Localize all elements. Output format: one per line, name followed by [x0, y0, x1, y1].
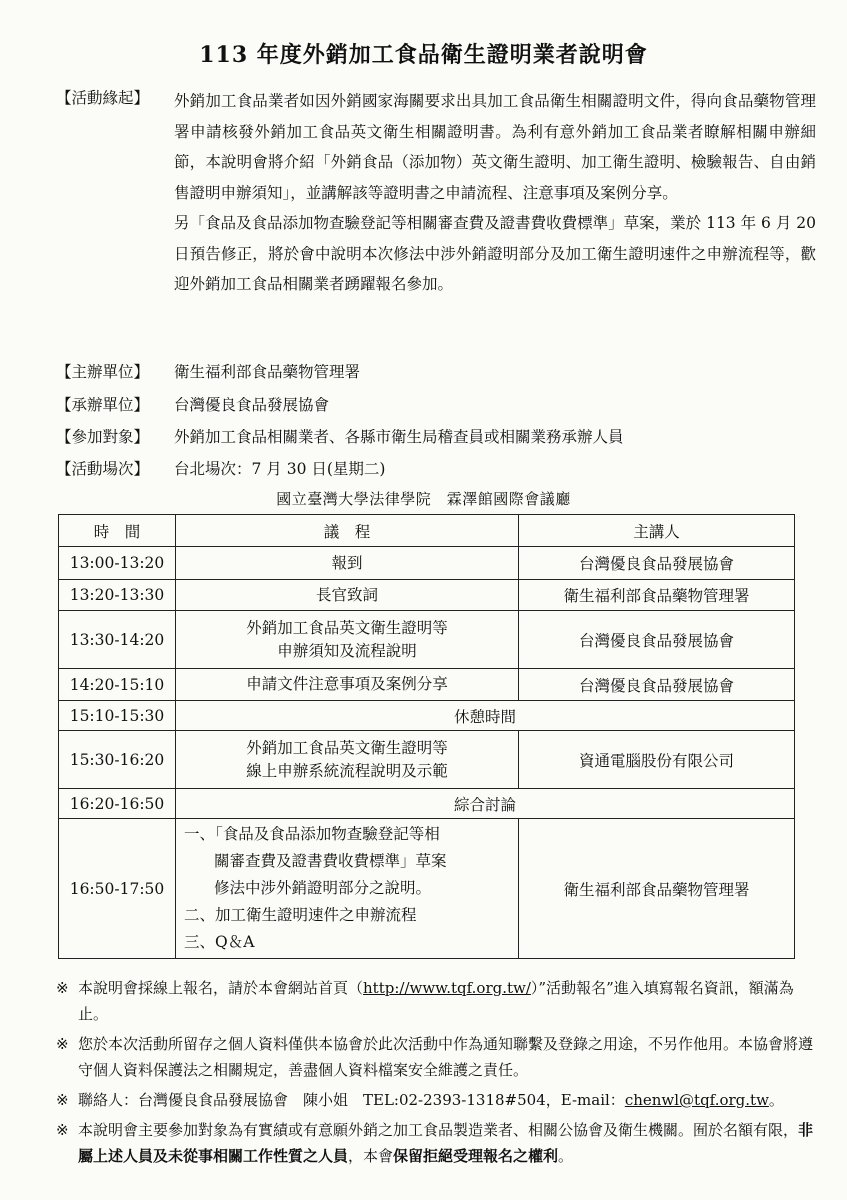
audience-row	[56, 422, 816, 453]
row-discussion: 綜合討論	[176, 789, 795, 819]
table-row	[59, 731, 795, 789]
table-header-row	[59, 515, 795, 547]
header-time: 時 間	[59, 515, 176, 547]
origin-section	[56, 86, 816, 300]
note-mark: ※	[56, 979, 69, 997]
note-text: 您於本次活動所留存之個人資料僅供本協會於此次活動中作為通知聯繫及登錄之用途，不另作他用。本協會將遵守個人資料保護法之相關規定，善盡個人資料檔案安全維護之責任。	[78, 1035, 814, 1079]
venue-name: 國立臺灣大學法律學院 霖澤館國際會議廳	[276, 490, 571, 508]
origin-paragraph-1: 外銷加工食品業者如因外銷國家海關要求出具加工食品衛生相關證明文件，得向食品藥物管理署申請核發外銷加工食品英文衛生相關證明書。為利有意外銷加工食品業者瞭解相關申辦細節，本說明會將介紹「外銷食品（添加物）英文衛生證明、加工衛生證明、檢驗報告、自由銷售證明申辦須知」，並講解該等證明書之申請流程、注意事項及案例分享。	[174, 92, 816, 202]
row-speaker: 台灣優良食品發展協會	[519, 547, 795, 580]
note-text: 聯絡人：台灣優良食品發展協會 陳小姐 TEL:02-2393-1318#504，E-mail：	[78, 1091, 625, 1109]
note-text: ）”活動報名”進入填寫報名資訊，額滿為止。	[78, 979, 794, 1023]
schedule-table	[58, 514, 795, 959]
note-mark: ※	[56, 1091, 69, 1109]
row-time: 13:20-13:30	[59, 580, 176, 611]
notes-section	[56, 975, 816, 1173]
origin-label: 【活動緣起】	[56, 89, 150, 107]
email-link[interactable]: chenwl@tqf.org.tw	[624, 1091, 769, 1109]
row-agenda: 報到	[176, 547, 519, 580]
row-time: 15:10-15:30	[59, 701, 176, 731]
organizer-row	[56, 357, 816, 388]
contractor-value: 台灣優良食品發展協會	[174, 396, 330, 414]
row-time: 16:50-17:50	[59, 819, 176, 959]
row-time: 13:00-13:20	[59, 547, 176, 580]
row-speaker: 資通電腦股份有限公司	[519, 731, 795, 789]
agenda-line: 三、Q＆A	[184, 933, 255, 951]
row-time: 15:30-16:20	[59, 731, 176, 789]
note-text: 本說明會採線上報名，請於本會網站首頁（	[78, 979, 364, 997]
row-agenda: 長官致詞	[176, 580, 519, 611]
note-privacy	[56, 1031, 816, 1083]
table-row	[59, 669, 795, 701]
row-time: 14:20-15:10	[59, 669, 176, 701]
note-eligibility	[56, 1117, 816, 1169]
note-text: 本說明會主要參加對象為有實績或有意願外銷之加工食品製造業者、相關公協會及衛生機關。囿於名額有限，	[78, 1121, 799, 1139]
table-row	[59, 611, 795, 669]
session-value: 台北場次：7 月 30 日(星期二)	[174, 460, 386, 478]
header-speaker: 主講人	[519, 515, 795, 547]
contractor-label: 【承辦單位】	[56, 396, 150, 414]
note-emphasis: 非屬上述人員及未從事相關工作性質之人員	[78, 1121, 814, 1165]
agenda-line: 一、「食品及食品添加物查驗登記等相	[184, 825, 440, 843]
row-speaker: 衛生福利部食品藥物管理署	[519, 580, 795, 611]
row-speaker: 台灣優良食品發展協會	[519, 611, 795, 669]
note-registration	[56, 975, 816, 1027]
agenda-line: 二、加工衛生證明速件之申辦流程	[184, 906, 417, 924]
agenda-line: 修法中涉外銷證明部分之說明。	[214, 879, 432, 897]
row-agenda	[176, 611, 519, 669]
organizer-value: 衛生福利部食品藥物管理署	[174, 363, 361, 381]
table-row	[59, 789, 795, 819]
agenda-line: 申辦須知及流程說明	[277, 641, 417, 660]
table-row	[59, 819, 795, 959]
agenda-line: 外銷加工食品英文衛生證明等	[246, 738, 448, 757]
row-speaker: 衛生福利部食品藥物管理署	[519, 819, 795, 959]
note-text: ，本會	[348, 1147, 394, 1165]
audience-value: 外銷加工食品相關業者、各縣市衛生局稽查員或相關業務承辦人員	[174, 428, 624, 446]
row-speaker: 台灣優良食品發展協會	[519, 669, 795, 701]
table-row	[59, 580, 795, 611]
audience-label: 【參加對象】	[56, 428, 150, 446]
row-agenda	[176, 731, 519, 789]
row-time: 16:20-16:50	[59, 789, 176, 819]
table-row	[59, 547, 795, 580]
row-break: 休憩時間	[176, 701, 795, 731]
session-row	[56, 454, 816, 485]
agenda-line: 線上申辦系統流程說明及示範	[246, 761, 448, 780]
note-text: 。	[768, 1091, 784, 1109]
header-agenda: 議 程	[176, 515, 519, 547]
origin-paragraph-2: 另「食品及食品添加物查驗登記等相關審查費及證書費收費標準」草案，業於 113 年 6 月 20 日預告修正，將於會中說明本次修法中涉外銷證明部分及加工衛生證明速件之申辦流程等，歡迎外銷加工食品相關業者踴躍報名參加。	[174, 214, 816, 293]
row-time: 13:30-14:20	[59, 611, 176, 669]
row-agenda: 申請文件注意事項及案例分享	[176, 669, 519, 701]
organizer-label: 【主辦單位】	[56, 363, 150, 381]
website-link[interactable]: http://www.tqf.org.tw/	[363, 979, 531, 997]
note-emphasis: 保留拒絕受理報名之權利	[393, 1147, 559, 1165]
page-title: 113 年度外銷加工食品衛生證明業者說明會	[199, 42, 648, 68]
agenda-line: 關審查費及證書費收費標準」草案	[214, 852, 447, 870]
contractor-row	[56, 390, 816, 421]
row-agenda	[176, 819, 519, 959]
note-mark: ※	[56, 1121, 69, 1139]
session-label: 【活動場次】	[56, 460, 150, 478]
note-text: 。	[558, 1147, 574, 1165]
agenda-line: 外銷加工食品英文衛生證明等	[246, 618, 448, 637]
note-mark: ※	[56, 1035, 69, 1053]
table-row	[59, 701, 795, 731]
note-contact	[56, 1087, 816, 1113]
